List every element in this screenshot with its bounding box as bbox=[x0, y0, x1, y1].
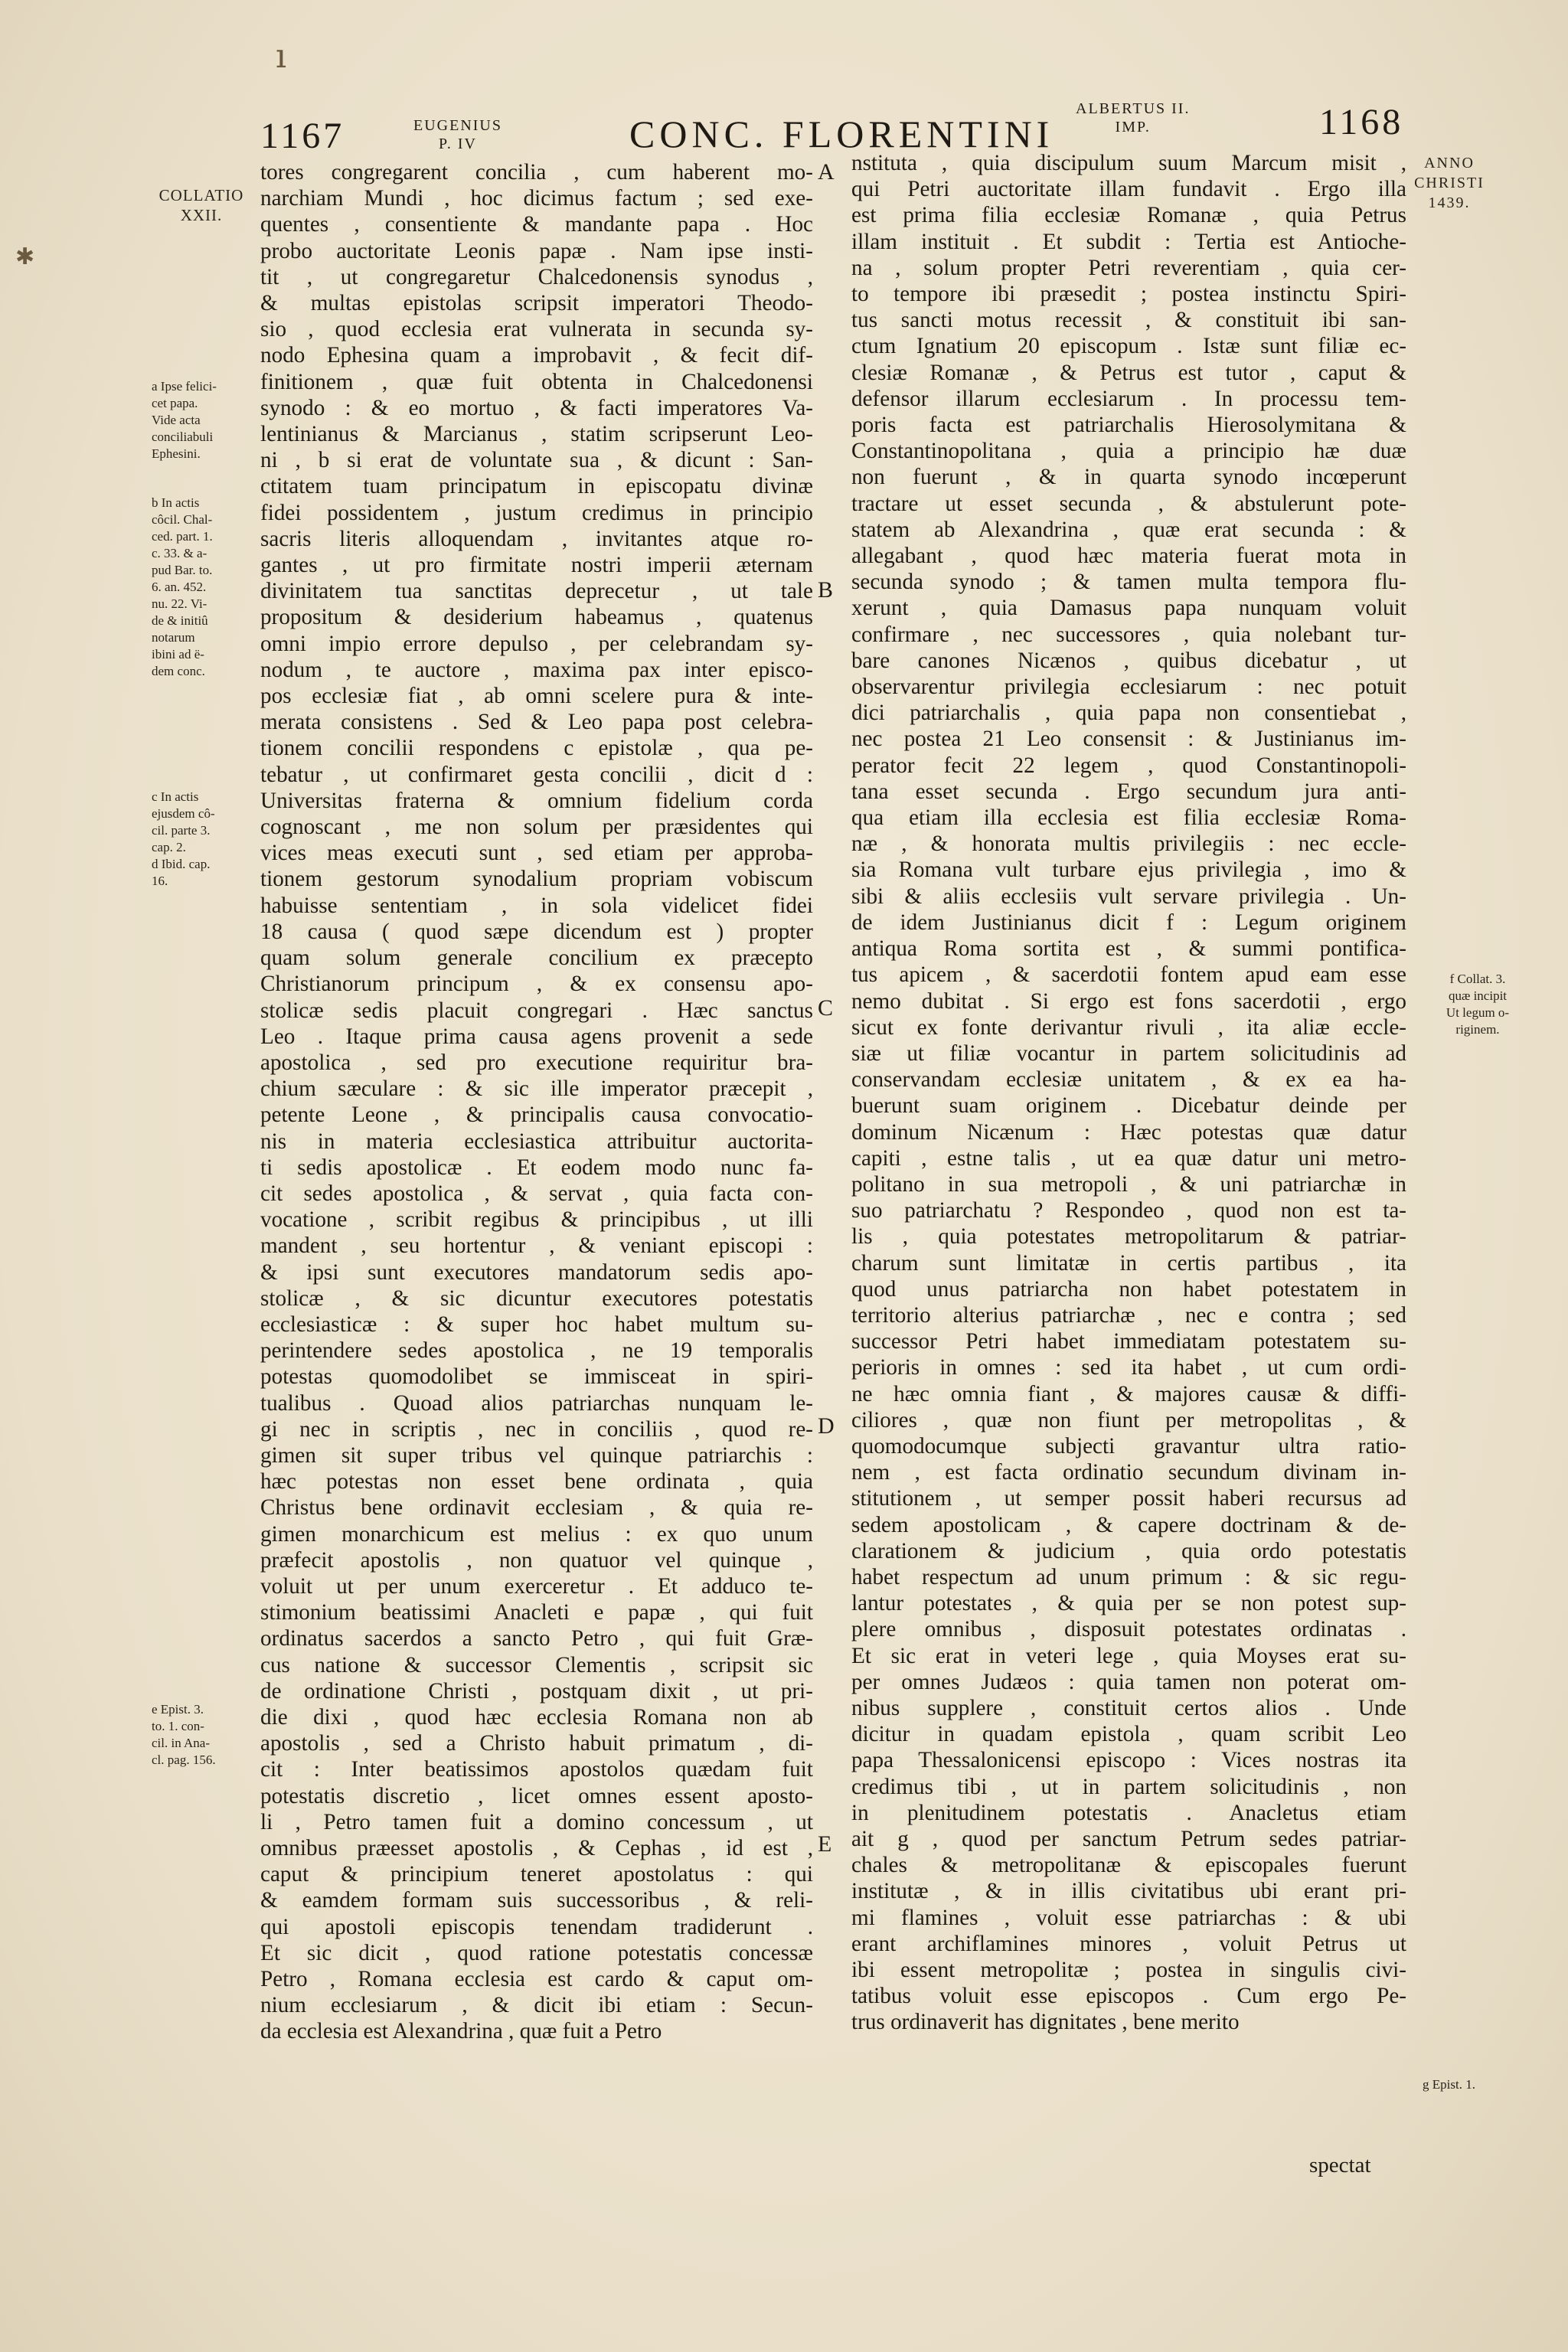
text-line: gimen sit super tribus vel quinque patriarchis : bbox=[260, 1442, 813, 1468]
marginal-note-g bbox=[1423, 2076, 1507, 2093]
text-line: ti sedis apostolicæ . Et eodem modo nunc fa- bbox=[260, 1155, 813, 1180]
text-line: li , Petro tamen fuit a domino concessum , ut bbox=[260, 1809, 813, 1834]
section-letter-e: E bbox=[818, 1831, 832, 1857]
text-line: suo patriarchatu ? Respondeo , quod non est ta- bbox=[851, 1198, 1406, 1223]
text-line: Christus bene ordinavit ecclesiam , & quia re- bbox=[260, 1495, 813, 1521]
text-line: merata consistens . Sed & Leo papa post celebra- bbox=[260, 710, 813, 735]
text-line: stimonium beatissimi Anacleti e papæ , qui fuit bbox=[260, 1600, 813, 1625]
text-line: charum sunt limitatæ in certis partibus , ita bbox=[851, 1250, 1406, 1276]
note-line: Ephesini. bbox=[152, 446, 201, 461]
text-line: plere omnibus , disposuit potestates ordinatas . bbox=[851, 1617, 1406, 1642]
text-line: sacris literis alloquendam , invitantes atque ro- bbox=[260, 526, 813, 551]
anno-line: ANNO bbox=[1424, 155, 1475, 172]
text-line: politano in sua metropoli , & uni patriarchæ in bbox=[851, 1171, 1406, 1197]
catchword: spectat bbox=[1309, 2153, 1371, 2177]
text-line: confirmare , nec successores , quia nolebant tur- bbox=[851, 622, 1406, 647]
text-line: non fuerunt , & in quarta synodo incœperunt bbox=[851, 465, 1406, 490]
text-line: stolicæ , & sic dicuntur executores potestatis bbox=[260, 1285, 813, 1311]
text-line: nium ecclesiarum , & dicit ibi etiam : Secun- bbox=[260, 1993, 813, 2018]
text-line: Et sic dicit , quod ratione potestatis concessæ bbox=[260, 1940, 813, 1965]
text-line: buerunt suam originem . Dicebatur deinde per bbox=[851, 1093, 1406, 1119]
text-line: quod unus patriarcha non habet potestatem in bbox=[851, 1276, 1406, 1302]
note-line: côcil. Chal- bbox=[152, 512, 213, 527]
text-line: credimus tibi , ut in partem solicitudinis , non bbox=[851, 1774, 1406, 1799]
text-line: næ , & honorata multis privilegiis : nec eccle- bbox=[851, 831, 1406, 857]
text-line: ecclesiasticæ : & super hoc habet multum su- bbox=[260, 1312, 813, 1337]
text-line: nec postea 21 Leo consensit : & Justinianus im- bbox=[851, 727, 1406, 752]
text-line: & eamdem formam suis successoribus , & reli- bbox=[260, 1888, 813, 1913]
text-line: nodum , te auctore , maxima pax inter episco- bbox=[260, 657, 813, 682]
anno-line: CHRISTI bbox=[1414, 175, 1485, 191]
text-line: finitionem , quæ fuit obtenta in Chalcedonensi bbox=[260, 369, 813, 394]
text-line: habuisse sententiam , in sola videlicet fidei bbox=[260, 893, 813, 918]
note-line: to. 1. con- bbox=[152, 1719, 204, 1733]
text-line: nstituta , quia discipulum suum Marcum misit , bbox=[851, 151, 1406, 175]
note-line: conciliabuli bbox=[152, 430, 214, 444]
note-line: cil. parte 3. bbox=[152, 823, 211, 838]
note-line: ejusdem cô- bbox=[152, 806, 215, 821]
note-line: Ut legum o- bbox=[1446, 1005, 1510, 1020]
text-line: omnibus præesset apostolis , & Cephas , id est , bbox=[260, 1836, 813, 1860]
running-title: CONC. FLORENTINI bbox=[629, 113, 1054, 155]
text-line: dicitur in quadam epistola , quam scribit Leo bbox=[851, 1722, 1406, 1747]
page-number-right: 1168 bbox=[1319, 102, 1404, 142]
text-line: ctitatem tuam principatum in episcopatu divinæ bbox=[260, 474, 813, 499]
text-line: cognoscant , me non solum per præsidentes qui bbox=[260, 815, 813, 840]
note-line: dem conc. bbox=[152, 664, 205, 678]
text-line: Petro , Romana ecclesia est cardo & caput om- bbox=[260, 1967, 813, 1992]
note-line: a Ipse felici- bbox=[152, 379, 217, 394]
note-line: de & initiû bbox=[152, 613, 208, 628]
text-line: illam instituit . Et subdit : Tertia est Antioche- bbox=[851, 229, 1406, 254]
text-line: propositum & desiderium habeamus , quatenus bbox=[260, 605, 813, 630]
text-line: nis in materia ecclesiastica attribuitur auctorita- bbox=[260, 1129, 813, 1154]
text-line: petente Leone , & principalis causa convocatio- bbox=[260, 1102, 813, 1128]
text-line: tionem concilii respondens c epistolæ , qua pe- bbox=[260, 736, 813, 761]
text-line: tores congregarent concilia , cum haberent mo- bbox=[260, 160, 813, 185]
text-line: siæ ut filiæ vocantur in partem solicitudinis ad bbox=[851, 1040, 1406, 1066]
text-line: to tempore ibi præsedit ; postea instinctu Spiri- bbox=[851, 282, 1406, 307]
text-line: gi nec in scriptis , nec in conciliis , quod re- bbox=[260, 1416, 813, 1442]
text-line: fidei possidentem , justum credimus in principio bbox=[260, 500, 813, 525]
note-line: nu. 22. Vi- bbox=[152, 596, 207, 611]
running-head-line: IMP. bbox=[1115, 119, 1151, 136]
text-line: perioris in omnes : sed ita habet , ut cum ordi- bbox=[851, 1355, 1406, 1380]
text-line: secunda synodo ; & tamen multa tempora flu- bbox=[851, 570, 1406, 595]
text-line: hæc potestas non esset bene ordinata , quia bbox=[260, 1469, 813, 1494]
text-line: cit sedes apostolica , & servat , quia facta con- bbox=[260, 1181, 813, 1206]
text-line: 18 causa ( quod sæpe dicendum est ) propter bbox=[260, 919, 813, 944]
anno-line: 1439. bbox=[1428, 194, 1471, 211]
anno-christi-label bbox=[1407, 153, 1491, 213]
text-line: mi flamines , voluit esse patriarchas : & ubi bbox=[851, 1905, 1406, 1930]
text-line: sicut ex fonte derivantur rivuli , ita aliæ eccle- bbox=[851, 1014, 1406, 1040]
text-line: territorio alterius patriarchæ , nec e contra ; sed bbox=[851, 1302, 1406, 1328]
text-line: defensor illarum ecclesiarum . In processu tem- bbox=[851, 386, 1406, 411]
text-line: dici patriarchalis , quia papa non consentiebat , bbox=[851, 701, 1406, 726]
text-line: Et sic erat in veteri lege , quia Moyses erat su- bbox=[851, 1643, 1406, 1668]
text-line: ne hæc omnia fiant , & majores causæ & diffi- bbox=[851, 1381, 1406, 1406]
note-line: ced. part. 1. bbox=[152, 529, 213, 544]
text-line: trus ordinaverit has dignitates , bene merito bbox=[851, 2010, 1240, 2035]
text-line: stitutionem , ut semper possit haberi recursus ad bbox=[851, 1486, 1406, 1511]
text-line: dominum Nicænum : Hæc potestas quæ datur bbox=[851, 1119, 1406, 1145]
text-line: Constantinopolitana , quia a principio hæ duæ bbox=[851, 439, 1406, 464]
note-line: cet papa. bbox=[152, 396, 198, 410]
text-line: lantur potestates , & quia per se non potest sup- bbox=[851, 1591, 1406, 1616]
text-line: die dixi , quod hæc ecclesia Romana non ab bbox=[260, 1704, 813, 1730]
text-line: synodo : & eo mortuo , & facti imperatores Va- bbox=[260, 395, 813, 420]
text-line: nibus supplere , constituit certos alios . Unde bbox=[851, 1695, 1406, 1720]
note-line: f Collat. 3. bbox=[1449, 972, 1506, 986]
running-head-right bbox=[1076, 100, 1190, 136]
note-line: cil. in Ana- bbox=[152, 1736, 211, 1750]
text-line: est prima filia ecclesiæ Romanæ , quia Petrus bbox=[851, 203, 1406, 228]
text-line: & multas epistolas scripsit imperatori Theodo- bbox=[260, 291, 813, 316]
text-line: antiqua Roma sortita est , & summi pontifica- bbox=[851, 936, 1406, 962]
note-line: 6. an. 452. bbox=[152, 580, 207, 594]
text-line: ciliores , quæ non fiunt per metropolitas , & bbox=[851, 1407, 1406, 1432]
note-line: c In actis bbox=[152, 789, 199, 804]
collatio-line: XXII. bbox=[180, 206, 223, 224]
text-line: erant archiflamines minores , voluit Petrus ut bbox=[851, 1931, 1406, 1956]
text-line: apostolica , sed pro executione requiritur bra- bbox=[260, 1050, 813, 1075]
text-line: narchiam Mundi , hoc dicimus factum ; sed exe- bbox=[260, 186, 813, 211]
text-line: lentinianus & Marcianus , statim scripserunt Leo- bbox=[260, 422, 813, 447]
text-line: quentes , consentiente & mandante papa . Hoc bbox=[260, 212, 813, 237]
page-number-left: 1167 bbox=[260, 116, 345, 156]
left-text-column bbox=[260, 159, 813, 2045]
text-line: tit , ut congregaretur Chalcedonensis synodus , bbox=[260, 264, 813, 289]
text-line: tatibus voluit esse episcopos . Cum ergo Pe- bbox=[851, 1984, 1406, 2009]
text-line: nodo Ephesina quam a improbavit , & fecit dif- bbox=[260, 343, 813, 368]
note-line: quæ incipit bbox=[1448, 988, 1508, 1003]
note-line: Vide acta bbox=[152, 413, 201, 427]
text-line: vices meas executi sunt , sed etiam per approba- bbox=[260, 841, 813, 866]
collatio-label bbox=[152, 185, 251, 225]
text-line: gantes , ut pro firmitate nostri imperii æternam bbox=[260, 553, 813, 578]
text-line: Universitas fraterna & omnium fidelium corda bbox=[260, 788, 813, 813]
text-line: Leo . Itaque prima causa agens provenit a sede bbox=[260, 1024, 813, 1049]
text-line: chales & metropolitanæ & episcopales fuerunt bbox=[851, 1853, 1406, 1878]
marginal-note-e bbox=[152, 1701, 251, 1769]
note-line: cap. 2. bbox=[152, 840, 186, 854]
text-line: probo auctoritate Leonis papæ . Nam ipse insti- bbox=[260, 238, 813, 263]
text-line: tana esset secunda . Ergo secundum jura anti- bbox=[851, 779, 1406, 804]
text-line: ni , b si erat de voluntate sua , & dicunt : San- bbox=[260, 448, 813, 473]
text-line: ait g , quod per sanctum Petrum sedes patriar- bbox=[851, 1827, 1406, 1851]
text-line: quam solum generale concilium ex præcepto bbox=[260, 946, 813, 971]
note-line: g Epist. 1. bbox=[1423, 2077, 1475, 2092]
text-line: allegabant , quod hæc materia fuerat mota in bbox=[851, 544, 1406, 569]
text-line: sibi & aliis ecclesiis vult servare privilegia . Un- bbox=[851, 884, 1406, 909]
note-line: b In actis bbox=[152, 495, 200, 510]
text-line: ordinatus sacerdos a sancto Petro , qui fuit Græ- bbox=[260, 1626, 813, 1651]
text-line: in plenitudinem potestatis . Anacletus etiam bbox=[851, 1800, 1406, 1825]
text-line: nem , est facta ordinatio secundum divinam in- bbox=[851, 1460, 1406, 1485]
text-line: tualibus . Quoad alios patriarchas nunquam le- bbox=[260, 1390, 813, 1416]
text-line: na , solum propter Petri reverentiam , quia cer- bbox=[851, 255, 1406, 280]
text-line: tebatur , ut confirmaret gesta concilii , dicit d : bbox=[260, 762, 813, 787]
section-letter-d: D bbox=[818, 1413, 835, 1439]
text-line: quomodocumque subjecti gravantur ultra ratio- bbox=[851, 1433, 1406, 1459]
text-line: poris facta est patriarchalis Hierosolymitana & bbox=[851, 413, 1406, 438]
section-letter-b: B bbox=[818, 577, 834, 603]
text-line: divinitatem tua sanctitas deprecetur , ut tale bbox=[260, 579, 813, 604]
text-line: capiti , estne talis , ut ea quæ datur uni metro- bbox=[851, 1145, 1406, 1171]
text-line: nemo dubitat . Si ergo est fons sacerdotii , ergo bbox=[851, 988, 1406, 1014]
text-line: clesiæ Romanæ , & Petrus est tutor , caput & bbox=[851, 360, 1406, 385]
text-line: clarationem & judicium , quia ordo potestatis bbox=[851, 1538, 1406, 1563]
marginal-note-c-d bbox=[152, 789, 251, 890]
text-line: per omnes Judæos : quia tamen non poterat om- bbox=[851, 1669, 1406, 1694]
text-line: tus sancti motus recessit , & constituit ibi san- bbox=[851, 308, 1406, 333]
running-head-line: EUGENIUS bbox=[413, 117, 502, 134]
marginal-note-a bbox=[152, 378, 251, 462]
note-line: ibini ad ë- bbox=[152, 647, 204, 662]
text-line: tractare ut esset secunda , & abstulerunt pote- bbox=[851, 491, 1406, 516]
text-line: qui apostoli episcopis tenendam tradiderunt . bbox=[260, 1914, 813, 1939]
text-line: cus natione & successor Clementis , scripsit sic bbox=[260, 1652, 813, 1677]
note-line: e Epist. 3. bbox=[152, 1702, 204, 1717]
note-line: cl. pag. 156. bbox=[152, 1753, 216, 1767]
text-line: qua etiam illa ecclesia est filia ecclesiæ Roma- bbox=[851, 805, 1406, 831]
text-line: voluit ut per unum exerceretur . Et adduco te- bbox=[260, 1573, 813, 1599]
text-line: tionem gestorum synodalium propriam vobiscum bbox=[260, 867, 813, 892]
right-text-column bbox=[851, 150, 1406, 2036]
note-line: riginem. bbox=[1455, 1022, 1500, 1037]
text-line: perator fecit 22 legem , quod Constantinopoli- bbox=[851, 753, 1406, 778]
text-line: ctum Ignatium 20 episcopum . Istæ sunt filiæ ec- bbox=[851, 334, 1406, 359]
note-line: d Ibid. cap. bbox=[152, 857, 211, 871]
text-line: potestatis discretio , licet omnes essent aposto- bbox=[260, 1783, 813, 1808]
running-head-left bbox=[413, 116, 502, 153]
text-line: ibi essent metropolitæ ; postea in singulis civi- bbox=[851, 1958, 1406, 1983]
text-line: sia Romana vult turbare ejus privilegia , imo & bbox=[851, 858, 1406, 883]
text-line: bare canones Nicænos , quibus dicebatur , ut bbox=[851, 648, 1406, 673]
text-line: perintendere sedes apostolica , ne 19 temporalis bbox=[260, 1338, 813, 1364]
text-line: de ordinatione Christi , postquam dixit , ut pri- bbox=[260, 1678, 813, 1704]
text-line: pos ecclesiæ fiat , ab omni scelere pura & inte- bbox=[260, 684, 813, 709]
text-line: & ipsi sunt executores mandatorum sedis apo- bbox=[260, 1259, 813, 1285]
text-line: successor Petri habet immediatam potestatem su- bbox=[851, 1329, 1406, 1354]
text-line: Christianorum principum , & ex consensu apo- bbox=[260, 972, 813, 997]
text-line: vocatione , scribit regibus & principibus , ut illi bbox=[260, 1207, 813, 1233]
text-line: de idem Justinianus dicit f : Legum originem bbox=[851, 910, 1406, 935]
text-line: chium sæculare : & sic ille imperator præcepit , bbox=[260, 1076, 813, 1102]
text-line: præfecit apostolis , non quatuor vel quinque , bbox=[260, 1547, 813, 1573]
note-line: c. 33. & a- bbox=[152, 546, 207, 560]
text-line: omni impio errore depulso , per celebrandam sy- bbox=[260, 631, 813, 656]
note-line: 16. bbox=[152, 874, 168, 888]
text-line: da ecclesia est Alexandrina , quæ fuit a Petro bbox=[260, 2019, 662, 2044]
text-line: papa Thessalonicensi episcopo : Vices nostras ita bbox=[851, 1748, 1406, 1773]
text-line: potestas quomodolibet se immisceat in spiri- bbox=[260, 1364, 813, 1390]
text-line: stolicæ sedis placuit congregari . Hæc sanctus bbox=[260, 998, 813, 1023]
text-line: observarentur privilegia ecclesiarum : nec potuit bbox=[851, 675, 1406, 700]
text-line: cit : Inter beatissimos apostolos quædam fuit bbox=[260, 1757, 813, 1782]
text-line: qui Petri auctoritate illam fundavit . Ergo illa bbox=[851, 177, 1406, 202]
note-line: pud Bar. to. bbox=[152, 563, 213, 577]
note-line: notarum bbox=[152, 630, 195, 645]
section-letter-a: A bbox=[818, 159, 835, 185]
text-line: caput & principium teneret apostolatus : qui bbox=[260, 1862, 813, 1887]
ink-mark: ✱ bbox=[15, 243, 35, 270]
text-line: sio , quod ecclesia erat vulnerata in secunda sy- bbox=[260, 317, 813, 342]
text-line: sedem apostolicam , & capere doctrinam & de- bbox=[851, 1512, 1406, 1537]
text-line: gimen monarchicum est melius : ex quo unum bbox=[260, 1521, 813, 1547]
marginal-note-f bbox=[1432, 971, 1524, 1038]
text-line: statem ab Alexandrina , quæ erat secunda : & bbox=[851, 517, 1406, 542]
collatio-line: COLLATIO bbox=[158, 186, 244, 204]
ink-mark: ı bbox=[276, 37, 287, 76]
marginal-note-b bbox=[152, 495, 251, 680]
text-line: mandent , seu hortentur , & veniant episcopi : bbox=[260, 1233, 813, 1259]
running-head-line: P. IV bbox=[438, 136, 477, 152]
text-line: conservandam ecclesiæ unitatem , & ex ea ha- bbox=[851, 1067, 1406, 1093]
text-line: lis , quia potestates metropolitarum & patriar- bbox=[851, 1224, 1406, 1250]
text-line: institutæ , & in illis civitatibus ubi erant pri- bbox=[851, 1879, 1406, 1904]
text-line: xerunt , quia Damasus papa nunquam voluit bbox=[851, 596, 1406, 621]
running-head-line: ALBERTUS II. bbox=[1076, 100, 1191, 117]
section-letter-c: C bbox=[818, 995, 834, 1021]
text-line: tus apicem , & sacerdotii fontem apud eam esse bbox=[851, 962, 1406, 988]
text-line: apostolis , sed a Christo habuit primatum , di- bbox=[260, 1731, 813, 1756]
text-line: habet respectum ad unum primum : & sic regu- bbox=[851, 1564, 1406, 1589]
